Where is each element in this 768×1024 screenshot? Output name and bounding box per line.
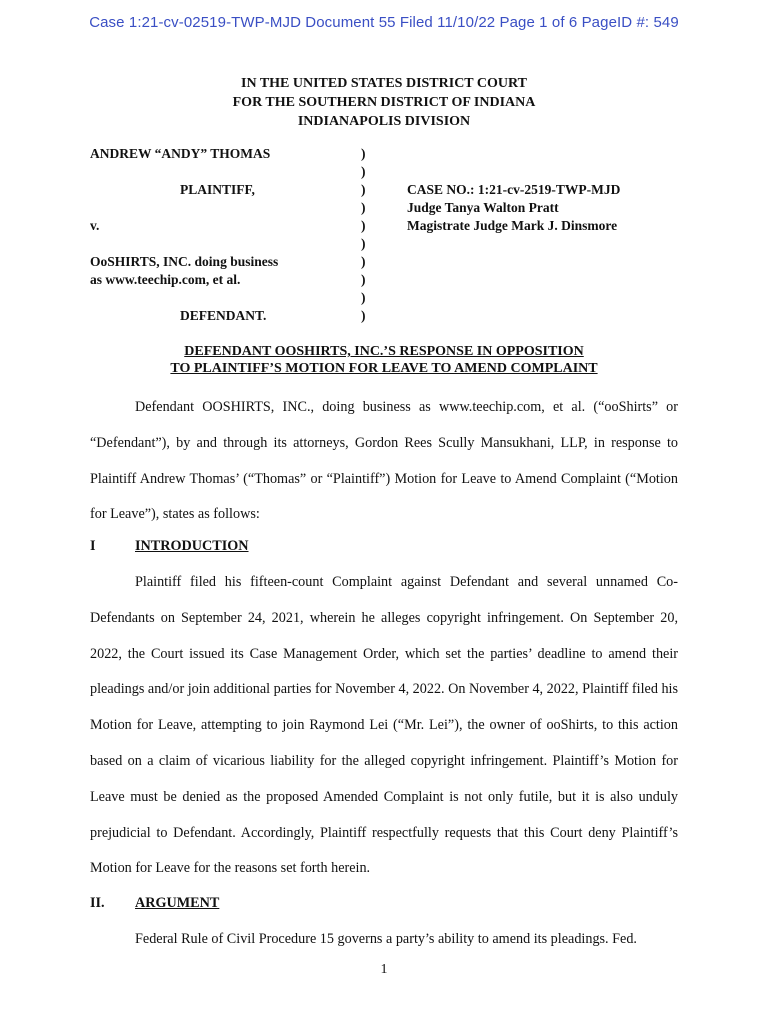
caption-party-text: PLAINTIFF, xyxy=(180,182,255,197)
section-label: ARGUMENT xyxy=(135,895,220,911)
caption-party-text: OoSHIRTS, INC. doing business xyxy=(90,254,279,269)
caption-row xyxy=(90,181,690,199)
introduction-paragraph-text: Plaintiff filed his fifteen-count Complaint against Defendant and several unnamed Co-Defendants on September 24, 2021, wherein he alleges copyright infringement. On September 20, 2022, the Court issued its Case Management Order, which set the parties’ deadline to amend their pleadings and/or join additional parties for November 4, 2022. On November 4, 2022, Plaintiff filed his Motion for Leave, attempting to join Raymond Lei (“Mr. Lei”), the owner of ooShirts, to this action based on a claim of vicarious liability for the alleged copyright infringement. Plaintiff’s Motion for Leave must be denied as the proposed Amended Complaint is not only futile, but it is also unduly prejudicial to Defendant. Accordingly, Plaintiff respectfully requests that this Court deny Plaintiff’s Motion for Leave for the reasons set forth herein. xyxy=(90,574,679,877)
caption-paren: ) xyxy=(361,182,366,197)
caption-row xyxy=(90,271,690,289)
argument-paragraph xyxy=(90,922,678,958)
caption-row xyxy=(90,199,690,217)
argument-paragraph-text: Federal Rule of Civil Procedure 15 governs a party’s ability to amend its pleadings. Fed. xyxy=(135,931,637,947)
court-heading xyxy=(0,74,768,131)
caption-party-text: ANDREW “ANDY” THOMAS xyxy=(90,146,271,161)
caption-case-info: CASE NO.: 1:21-cv-2519-TWP-MJD xyxy=(407,182,621,197)
caption-case-info: Magistrate Judge Mark J. Dinsmore xyxy=(407,218,618,233)
caption-paren: ) xyxy=(361,272,366,287)
page-number: 1 xyxy=(380,962,388,977)
caption-row xyxy=(90,163,690,181)
caption-paren: ) xyxy=(361,146,366,161)
caption-paren: ) xyxy=(361,164,366,179)
caption-paren: ) xyxy=(361,218,366,233)
court-line-3: INDIANAPOLIS DIVISION xyxy=(297,114,471,129)
document-title xyxy=(0,343,768,377)
caption-paren: ) xyxy=(361,290,366,305)
caption-row xyxy=(90,307,690,325)
document-title-line-2: TO PLAINTIFF’S MOTION FOR LEAVE TO AMEND COMPLAINT xyxy=(170,361,598,376)
caption-party-text: v. xyxy=(90,218,100,233)
caption-paren: ) xyxy=(361,308,366,323)
caption-paren: ) xyxy=(361,254,366,269)
section-label: INTRODUCTION xyxy=(135,538,249,554)
caption-party-text: as www.teechip.com, et al. xyxy=(90,272,241,287)
court-line-1: IN THE UNITED STATES DISTRICT COURT xyxy=(241,76,527,91)
section-number: II. xyxy=(90,895,105,911)
caption-row xyxy=(90,235,690,253)
introduction-paragraph xyxy=(90,565,678,887)
intro-paragraph xyxy=(90,390,678,533)
court-line-2: FOR THE SOUTHERN DISTRICT OF INDIANA xyxy=(232,95,536,110)
caption-row xyxy=(90,289,690,307)
caption-paren: ) xyxy=(361,236,366,251)
caption-row xyxy=(90,253,690,271)
case-caption xyxy=(90,145,690,325)
caption-paren: ) xyxy=(361,200,366,215)
caption-case-info: Judge Tanya Walton Pratt xyxy=(407,200,559,215)
caption-row xyxy=(90,217,690,235)
section-number: I xyxy=(90,538,96,554)
document-title-line-1: DEFENDANT OOSHIRTS, INC.’S RESPONSE IN OPPOSITION xyxy=(184,344,584,359)
case-header-stamp: Case 1:21-cv-02519-TWP-MJD Document 55 Filed 11/10/22 Page 1 of 6 PageID #: 549 xyxy=(89,14,679,31)
intro-paragraph-text: Defendant OOSHIRTS, INC., doing business as www.teechip.com, et al. (“ooShirts” or “Defendant”), by and through its attorneys, Gordon Rees Scully Mansukhani, LLP, in response to Plaintiff Andrew Thomas’ (“Thomas” or “Plaintiff”) Motion for Leave to Amend Complaint (“Motion for Leave”), states as follows: xyxy=(90,399,678,523)
caption-party-text: DEFENDANT. xyxy=(180,308,267,323)
caption-row xyxy=(90,145,690,163)
